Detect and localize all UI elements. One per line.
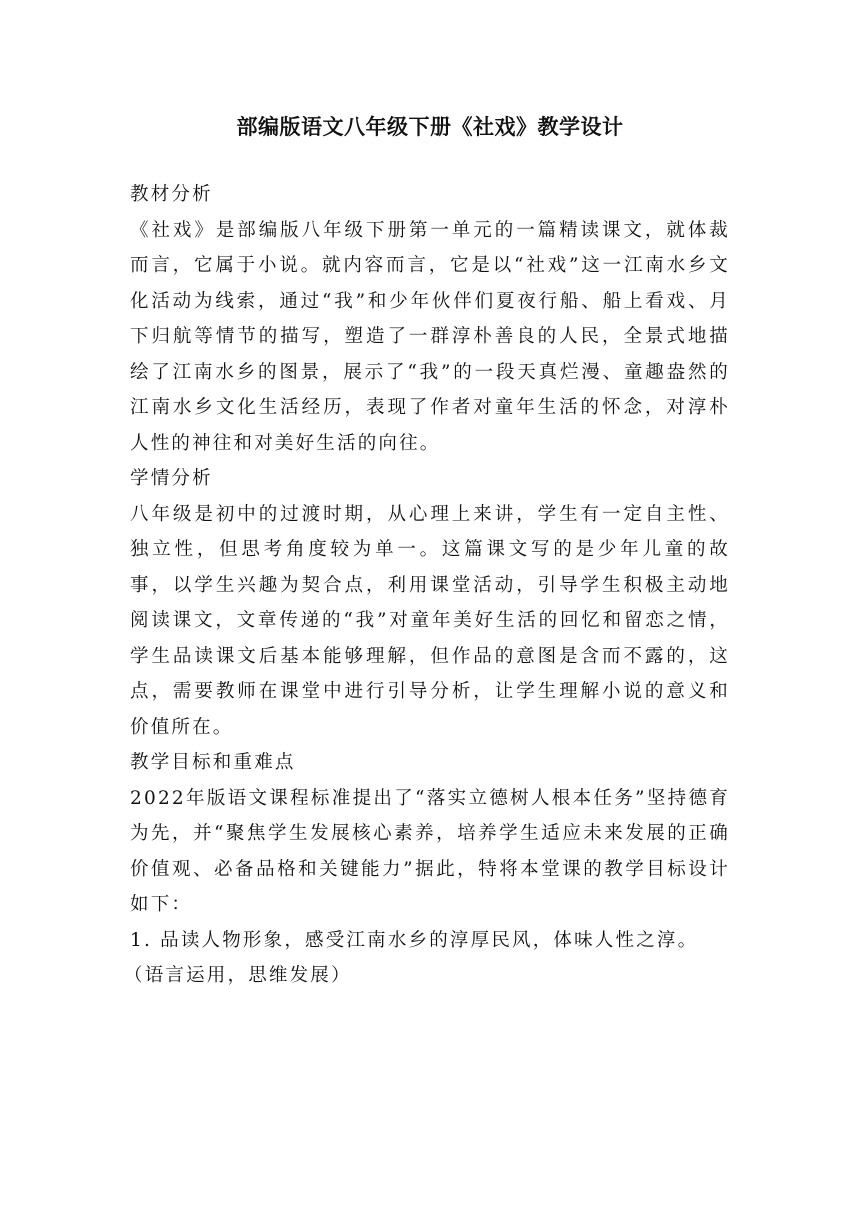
section-heading-student-analysis: 学情分析 — [130, 468, 213, 489]
document-title: 部编版语文八年级下册《社戏》教学设计 — [236, 115, 624, 139]
document-body — [124, 177, 730, 994]
section-paragraph-teaching-goals: 2022年版语文课程标准提出了“落实立德树人根本任务”坚持德育为先，并“聚焦学生发展核心素养，培养学生适应未来发展的正确价值观、必备品格和关键能力”据此，特将本堂课的教学目标设计如下： — [130, 787, 730, 915]
goal-note: （语言运用，思维发展） — [124, 965, 352, 986]
section-paragraph-student-analysis: 八年级是初中的过渡时期，从心理上来讲，学生有一定自主性、独立性，但思考角度较为单一。这篇课文写的是少年儿童的故事，以学生兴趣为契合点，利用课堂活动，引导学生积极主动地阅读课文，文章传递的“我”对童年美好生活的回忆和留恋之情，学生品读课文后基本能够理解，但作品的意图是含而不露的，这点，需要教师在课堂中进行引导分析，让学生理解小说的意义和价值所在。 — [130, 503, 730, 738]
goal-list-item: 1. 品读人物形象，感受江南水乡的淳厚民风，体味人性之淳。 — [130, 929, 699, 951]
section-paragraph-textbook-analysis: 《社戏》是部编版八年级下册第一单元的一篇精读课文，就体裁而言，它属于小说。就内容而言，它是以“社戏”这一江南水乡文化活动为线索，通过“我”和少年伙伴们夏夜行船、船上看戏、月下归航等情节的描写，塑造了一群淳朴善良的人民，全景式地描绘了江南水乡的图景，展示了“我”的一段天真烂漫、童趣盎然的江南水乡文化生活经历，表现了作者对童年生活的怀念，对淳朴人性的神往和对美好生活的向往。 — [130, 219, 730, 454]
section-heading-teaching-goals: 教学目标和重难点 — [130, 752, 296, 773]
section-heading-textbook-analysis: 教材分析 — [130, 184, 213, 205]
